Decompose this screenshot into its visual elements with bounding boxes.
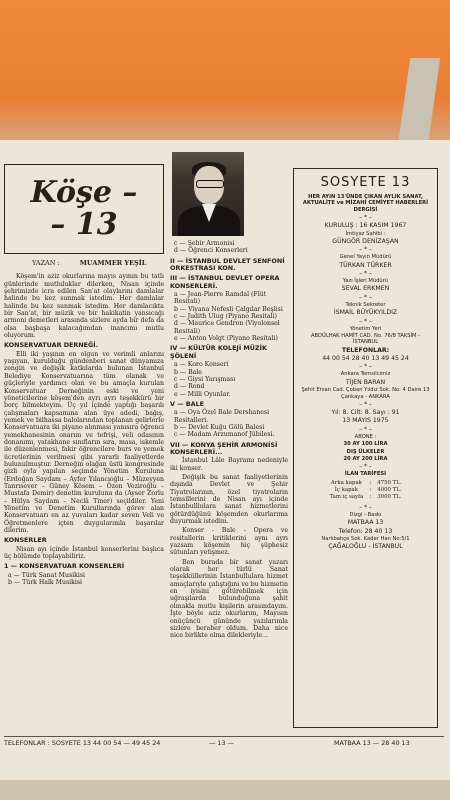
ad-rates-table	[326, 480, 404, 502]
heading-bale: V — BALE	[170, 399, 205, 408]
list-bale	[170, 409, 288, 438]
list-konservatuar	[4, 572, 164, 587]
separator: – * –	[359, 317, 372, 325]
colon: :	[369, 494, 372, 501]
list-item: a — Jean-Pierre Ramdal (Flüt Resitali)	[174, 291, 267, 306]
list-opera	[170, 291, 288, 342]
ym-name: SEVAL ERKMEN	[341, 285, 390, 293]
heading-kultur-koleji: IV — KÜLTÜR KOLEJİ MÜZİK ŞÖLENİ	[170, 344, 267, 360]
list-item: d — Rond	[174, 383, 205, 391]
colon: :	[369, 479, 372, 486]
author-photo	[172, 152, 244, 236]
table-row	[326, 494, 404, 501]
list-item: c — Giysi Yarışması	[174, 375, 236, 383]
list-item: d — Öğrenci Konserleri	[174, 247, 248, 255]
list-item: c — Madam Arzumanof Jübilesi.	[174, 431, 275, 439]
heading-konserler: KONSERLER	[4, 536, 47, 545]
list-konservatuar-cont	[170, 240, 288, 255]
ad-type: Arka kapak	[330, 479, 362, 486]
title-line-1: Köşe –	[30, 175, 138, 210]
heading-opera: III — İSTANBUL DEVLET OPERA KONSERLERİ.	[170, 274, 280, 290]
background-bottom	[0, 780, 450, 800]
separator: – * –	[359, 214, 372, 222]
magazine-page	[0, 140, 450, 780]
list-item: c — Judith Ulug (Piyano Resitali)	[174, 313, 277, 321]
page-footer	[4, 736, 444, 749]
author-label: YAZAN :	[32, 259, 60, 267]
gm-label: Genel Yayın Müdürü	[339, 254, 392, 261]
author-line	[32, 260, 164, 267]
office-address: ABDÜLHAK HAMİT CAD. No. 76/8 TAKSİM - İSTANBUL	[310, 332, 421, 346]
paragraph: Değişik bu sanat faaliyetlerinin dışında Devlet ve Şehir Tiyatrolarının, özel tiyatroların temsillerini de Nisan ayı içinde İstanbulllulara sanat hizmetlerini götürdüğünü köşemden okurlarıma duyurmak istedim.	[170, 473, 288, 526]
separator: – * –	[359, 293, 372, 301]
konserler-paragraph: Nisan ayı içinde İstanbul konserlerini başlıca üç bölümde toplayabiliriz.	[4, 545, 164, 561]
footer-phones: TELEFONLAR : SOSYETE 13 44 00 54 — 49 45 24	[4, 739, 161, 747]
ad-price: 4000 TL.	[377, 487, 402, 494]
ankara-label: Ankara Temsilcimiz	[340, 371, 391, 378]
footer-printer: MATBAA 13 — 28 40 13	[334, 739, 410, 747]
issue-date: 13 MAYIS 1975	[342, 417, 389, 425]
office-label: Yönetim Yeri	[349, 325, 382, 332]
dernek-paragraph: Elli iki yaşının en olgun ve verimli anlarını yaşıyan, kurulduğu gündenberi sanat dünyamıza zengin ve değişik katkılarda bulunan İstanbul Belediye Konservatuarına tüm olanak ve güçleriyle yardımcı olan ve bu amaçla kurulan Konservatuar Derneğinin eski ve yeni yöneticilerine köşem'den ayrı ayrı teşekkürü bir borç bilmekteyim. Üç yıl içinde yaptığı başarılı çalışmaları kapsamına alan üye adedi, bağış, yemek ve bilhassa balolarından toplanan gelirlerle Konservatuara iki piyano alınması yanısıra öğrenci yemekhanesinin onarım ve tefrişi, veli odasının donanımı, yatakhane sınıfların sıra, masa, iskemle ile düzenlenmesi, fakir öğrencilere burs ve yemek ücretlerinin verilmesi gibi yararlı faaliyetlerde bulunulmuştur. Derneğin olağan üstü kongresinde gizli oyla yapılan seçimde Yönetim Kuruluna (Erdoğan Saydam – Ayfer Yılancıoğlu – Müzeyyen Tanrısever – Güney Kösem – Özen Veziroğlu – Mustafa Demir) denetim kuruluna da (Ayser Zorlu – Hülya Saydam – Neclâ Tiner) seçildiler. Yeni Yönetim ve Denetim Kurullarında görev alan Konservatuarı en az yuvaları kadar seven Veli ve Öğretmenlere içten duygularımla başarılar dilerim.	[4, 350, 164, 535]
masthead-box	[293, 168, 438, 728]
heading-senfoni: II — İSTANBUL DEVLET SENFONİ ORKESTRASI KON.	[170, 256, 285, 273]
list-item: e — Anton Volgt (Piyano Resitali)	[174, 335, 278, 343]
list-item: a — Türk Sanat Musikisi	[8, 571, 86, 579]
list-kultur	[170, 361, 288, 398]
separator: – * –	[359, 463, 372, 471]
separator: – * –	[359, 401, 372, 409]
title-line-2: – 13	[50, 207, 118, 242]
author-name: MUAMMER YEŞİL	[79, 259, 147, 267]
masthead-description: HER AYIN 13'ÜNDE ÇIKAN AYLIK SANAT, AKTUALİTE ve MİZAHİ CEMİYET HABERLERİ DERGİSİ	[302, 194, 429, 213]
paragraph: İstanbul Lâle Bayramı nedeniyle iki konser.	[170, 457, 288, 472]
heading-konservatuar-konserleri: 1 — KONSERVATUAR KONSERLERİ	[4, 562, 125, 571]
list-item: c — Şehir Armonisi	[174, 240, 235, 247]
owner-label: İmtiyaz Sahibi :	[345, 230, 386, 237]
separator: – * –	[359, 270, 372, 278]
paragraph: Ben burada bir sanat yazarı olarak her türlü Sanat teşekküllerinin İstanbullulara hizmet amaçlarıyle çalıştığını ve bu hizmetin en iyisini götürebilmek için uğraşılarda bulunduğuna şahit olmakla mutlu kişilerin arasındayım. İşte böyle aziz okurlarım, Mayısın onüçüncü gününde yazılarımla sizlere beraber oldum. Daha nice nice birlikte olma dilekleriyle...	[170, 558, 288, 640]
phones-label: TELEFONLAR:	[341, 346, 390, 354]
ankara-name: TİJEN BARAN	[345, 378, 386, 386]
column-title	[4, 164, 164, 254]
paragraph: Konser - Bale - Opera ve resitallerin kritiklerini aynı ayrı yazsam köşemin hiç şüphesiz sütunları yetişmez.	[170, 527, 288, 557]
ad-type: Tam iç sayfa	[329, 494, 364, 501]
gm-name: TÜRKAN TÜRKER	[339, 261, 392, 269]
left-column	[4, 150, 164, 589]
list-item: a — Oya Özel Bale Dershanesi Resitalleri.	[174, 409, 270, 424]
list-item: e — Milli Oyunlar.	[174, 390, 231, 398]
list-item: b — Viyana Nefesli Çalgılar Beşlisi	[174, 305, 283, 313]
subscription-2: DIŞ ÜLKELER	[346, 448, 385, 455]
ad-price: 4750 TL.	[377, 479, 402, 486]
list-item: d — Maurice Gendron (Viyolonsel Resitali)	[174, 320, 280, 335]
ad-rates-label: İLAN TARİFESİ	[344, 471, 387, 478]
founded-date: KURULUŞ : 16 KASIM 1967	[324, 222, 407, 230]
ankara-address: Şehit Ersan Cad. Çoban Yıldız Sok. No: 4 Daire 13 Çankaya - ANKARA	[301, 387, 430, 400]
subscription-3: 20 AY 200 LİRA	[343, 455, 388, 462]
colon: :	[369, 487, 372, 494]
middle-column	[170, 150, 288, 642]
printer-address: Narlıbahçe Sok. Kader Han No:5/1	[321, 535, 410, 542]
printer-city: ÇAĞALOĞLU - İSTANBUL	[328, 543, 403, 551]
list-item: a — Koro Konseri	[174, 361, 229, 369]
print-label: Dizgi - Baskı	[349, 511, 382, 518]
ym-label: Yazı İşleri Müdürü	[342, 278, 389, 285]
subscription-label: ABONE :	[354, 433, 377, 440]
list-item: b — Türk Halk Musikisi	[8, 579, 83, 587]
table-row	[326, 480, 404, 487]
ad-type: İç kapak	[334, 487, 359, 494]
masthead-title: SOSYETE 13	[320, 175, 411, 190]
ts-name: İSMAİL BÜYÜKYILDIZ	[333, 309, 398, 317]
phones: 44 00 54 28 40 13 49 45 24	[322, 355, 409, 363]
page-number: — 13 —	[209, 739, 234, 747]
list-item: b — Devlet Kuğu Gölü Balesi	[174, 423, 265, 431]
table-row	[326, 487, 404, 494]
background-top	[0, 0, 450, 140]
list-item: b — Bale	[174, 368, 202, 376]
separator: – * –	[359, 246, 372, 254]
printer-name: MATBAA 13	[347, 519, 384, 527]
separator: – * –	[359, 425, 372, 433]
subscription-1: 30 AY 100 LİRA	[343, 441, 388, 448]
owner-name: GÜNGÖR DENİZAŞAN	[332, 237, 399, 245]
volume-info: Yıl: 8. Cilt: 8. Sayı : 91	[331, 409, 400, 417]
ad-price: 3000 TL.	[377, 494, 402, 501]
separator: – * –	[359, 363, 372, 371]
intro-paragraph: Köşem'in aziz okurlarına mayıs ayının bu tatlı günlerinde mutluluklar dilerken, Nisan içinde şehrimizde icra edilen San'at olaylarını damlalar halinde bu kez sunmak istedim. Her damlalar halinde bu kez sunmak istedim. Her damlacıkta bir San'at, bir müzik ve bir hakikatin yansıcağı armoni demetleri arasında sizlere ayda bir defa da olsa başbaşa kalacağımdan inancımı mutlu oluyorum.	[4, 273, 164, 340]
separator: – * –	[359, 503, 372, 511]
heading-konya: VII — KONYA ŞEHİR ARMONİSİ KONSERLERİ...	[170, 440, 278, 456]
heading-dernek: KONSERVATUAR DERNEĞİ.	[4, 341, 99, 350]
printer-phone: Telefon: 28 40 13	[338, 527, 393, 535]
ts-label: Teknik Sekreter	[345, 301, 386, 308]
